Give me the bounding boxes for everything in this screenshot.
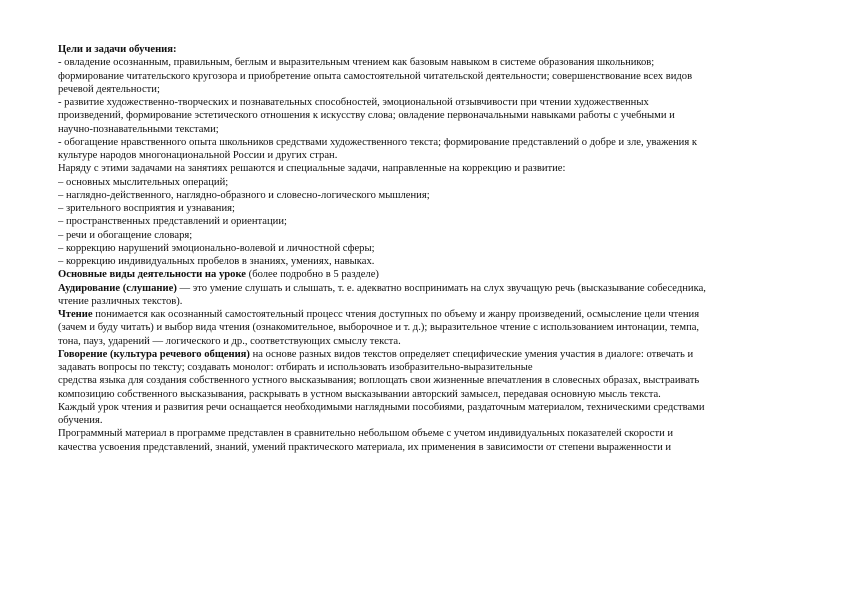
special-task-item: – коррекцию индивидуальных пробелов в знаниях, умениях, навыках. — [58, 256, 375, 267]
listening-paragraph-cont: чтение различных текстов). — [58, 295, 183, 307]
special-tasks-intro: Наряду с этими задачами на занятиях решаются и специальные задачи, направленные на коррекцию и развитие: — [58, 163, 566, 175]
speaking-paragraph: Говорение (культура речевого общения) на основе разных видов текстов определяет специфические умения участия в диалоге: отвечать и — [58, 348, 694, 360]
special-task-item: – коррекцию нарушений эмоционально-волевой и личностной сферы; — [58, 242, 375, 254]
goal-line: - овладение осознанным, правильным, беглым и выразительным чтением как базовым навыком в системе образования школьников; — [58, 57, 655, 69]
speaking-paragraph-cont: композицию собственного высказывания, раскрывать в устном высказывании авторский замысел, передавая основную мысль текста. — [58, 388, 661, 400]
special-task-item: – наглядно-действенного, наглядно-образного и словесно-логического мышления; — [58, 189, 430, 201]
reading-paragraph-cont: тона, пауз, ударений — логического и др., соответствующих смыслу текста. — [58, 335, 401, 347]
special-task-item: – зрительного восприятия и узнавания; — [58, 203, 235, 214]
special-task-item: – пространственных представлений и ориентации; — [58, 216, 287, 228]
goal-line: научно-познавательными текстами; — [58, 123, 219, 135]
reading-paragraph-cont: (зачем и буду читать) и выбор вида чтения (ознакомительное, выборочное и т. д.); выразительное чтение с использованием интонации, темпа, — [58, 322, 700, 334]
equipment-paragraph-cont: обучения. — [58, 415, 103, 426]
goal-line: формирование читательского кругозора и приобретение опыта самостоятельной читательской деятельности; совершенствование всех видов — [58, 70, 693, 82]
goal-line: речевой деятельности; — [58, 83, 160, 95]
goal-line: - развитие художественно-творческих и познавательных способностей, эмоциональной отзывчивости при чтении художественных — [58, 97, 649, 108]
section-title: Цели и задачи обучения: — [58, 44, 177, 55]
equipment-paragraph: Каждый урок чтения и развития речи оснащается необходимыми наглядными пособиями, раздаточным материалом, техническими средствами — [58, 401, 705, 413]
activities-heading: Основные виды деятельности на уроке (более подробно в 5 разделе) — [58, 269, 379, 281]
speaking-paragraph-cont: задавать вопросы по тексту; создавать монолог: отбирать и использовать изобразительно-выразительные — [58, 362, 533, 373]
goal-line: культуре народов многонациональной России и других стран. — [58, 150, 338, 161]
special-task-item: – основных мыслительных операций; — [58, 176, 229, 188]
goal-line: - обогащение нравственного опыта школьников средствами художественного текста; формирование представлений о добре и зле, уважения к — [58, 136, 698, 148]
speaking-paragraph-cont: средства языка для создания собственного устного высказывания; воплощать свои жизненные впечатления в словесных образах, выстраивать — [58, 375, 700, 387]
program-paragraph: Программный материал в программе представлен в сравнительно небольшом объеме с учетом индивидуальных показателей скорости и — [58, 428, 674, 440]
listening-paragraph: Аудирование (слушание) — это умение слушать и слышать, т. е. адекватно воспринимать на слух звучащую речь (высказывание собеседника, — [58, 282, 706, 294]
special-task-item: – речи и обогащение словаря; — [58, 229, 193, 241]
reading-paragraph: Чтение понимается как осознанный самостоятельный процесс чтения доступных по объему и жанру произведений, осмысление цели чтения — [58, 309, 700, 320]
document-page — [58, 43, 788, 454]
goal-line: произведений, формирование эстетического отношения к искусству слова; овладение первоначальными навыками работы с учебными и — [58, 110, 675, 122]
program-paragraph-cont: качества усвоения представлений, знаний, умений практического материала, их применения в зависимости от степени выраженности и — [58, 441, 672, 453]
